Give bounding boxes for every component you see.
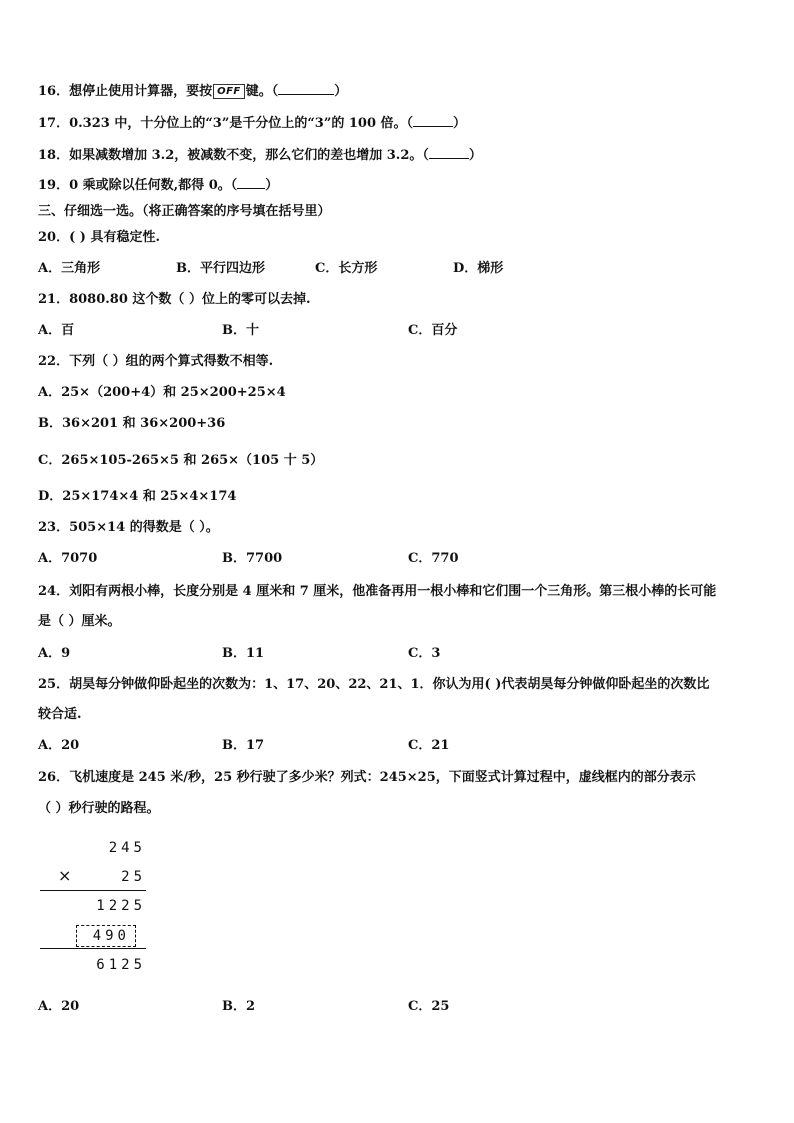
- question-23-stem: 23．505×14 的得数是（ ）。: [38, 520, 219, 535]
- question-26-stem-line2: （ ）秒行驶的路程。: [38, 801, 160, 816]
- q17-close: ）: [453, 116, 467, 131]
- q20-option-c[interactable]: C．长方形: [315, 261, 378, 276]
- question-21-stem: 21．8080.80 这个数（ ）位上的零可以去掉.: [38, 292, 311, 307]
- q26-option-c[interactable]: C．25: [408, 999, 450, 1014]
- q22-option-d[interactable]: D．25×174×4 和 25×4×174: [38, 489, 237, 504]
- question-18: [38, 146, 482, 165]
- q16-close: ）: [334, 84, 348, 99]
- question-19: [38, 176, 278, 195]
- q23-option-b[interactable]: B．7700: [222, 551, 283, 566]
- calc-multiplier: 25: [121, 869, 146, 885]
- q26-option-b[interactable]: B．2: [222, 999, 256, 1014]
- answer-blank-18[interactable]: [429, 146, 469, 159]
- q21-option-c[interactable]: C．百分: [408, 323, 458, 338]
- question-24-stem-line1: 24．刘阳有两根小棒，长度分别是 4 厘米和 7 厘米，他准备再用一根小棒和它们围一个三角形。第三根小棒的长可能: [38, 584, 717, 599]
- q25-option-b[interactable]: B．17: [222, 738, 265, 753]
- q22-option-b[interactable]: B．36×201 和 36×200+36: [38, 416, 226, 431]
- question-24-stem-line2: 是（ ）厘米。: [38, 614, 121, 629]
- q22-option-a[interactable]: A．25×（200+4）和 25×200+25×4: [38, 385, 286, 400]
- q21-option-a[interactable]: A．百: [38, 323, 75, 338]
- calc-result: 6125: [96, 957, 146, 973]
- answer-blank-17[interactable]: [413, 114, 453, 127]
- q25-option-a[interactable]: A．20: [38, 738, 80, 753]
- question-26-stem-line1: 26．飞机速度是 245 米/秒，25 秒行驶了多少米？列式：245×25，下面竖式计算过程中，虚线框内的部分表示: [38, 770, 696, 785]
- q24-option-a[interactable]: A．9: [38, 646, 71, 661]
- question-22-stem: 22．下列（ ）组的两个算式得数不相等.: [38, 354, 274, 369]
- question-17: [38, 114, 466, 133]
- calc-divider-line-2: [40, 948, 146, 949]
- q24-option-c[interactable]: C．3: [408, 646, 441, 661]
- q21-option-b[interactable]: B．十: [222, 323, 259, 338]
- multiply-sign-icon: ×: [58, 866, 72, 885]
- q19-close: ）: [265, 178, 279, 193]
- q20-option-d[interactable]: D．梯形: [453, 261, 504, 276]
- q19-text: 19．0 乘或除以任何数,都得 0。（: [38, 178, 238, 193]
- calc-divider-line-1: [40, 890, 146, 891]
- question-25-stem-line1: 25．胡昊每分钟做仰卧起坐的次数为：1、17、20、22、21、1．你认为用( )代表胡昊每分钟做仰卧起坐的次数比: [38, 677, 710, 692]
- q18-text: 18．如果减数增加 3.2，被减数不变，那么它们的差也增加 3.2。（: [38, 148, 429, 163]
- question-25-stem-line2: 较合适.: [38, 707, 82, 722]
- q20-option-a[interactable]: A．三角形: [38, 261, 101, 276]
- q25-option-c[interactable]: C．21: [408, 738, 450, 753]
- answer-blank-19[interactable]: [237, 176, 265, 189]
- q16-suffix: 键。（: [245, 84, 279, 99]
- q16-prefix: 16．想停止使用计算器，要按: [38, 84, 213, 99]
- q24-option-b[interactable]: B．11: [222, 646, 265, 661]
- off-key-icon: OFF: [213, 84, 245, 99]
- q18-close: ）: [468, 148, 482, 163]
- question-16: [38, 82, 347, 101]
- q23-option-c[interactable]: C．770: [408, 551, 459, 566]
- q23-option-a[interactable]: A．7070: [38, 551, 98, 566]
- q17-text: 17．0.323 中，十分位上的“3”是千分位上的“3”的 100 倍。（: [38, 116, 414, 131]
- calc-partial-product-1: 1225: [96, 898, 146, 914]
- calc-partial-product-2: 490: [92, 928, 130, 944]
- answer-blank-16[interactable]: [278, 82, 334, 95]
- q26-option-a[interactable]: A．20: [38, 999, 80, 1014]
- question-20-stem: 20．( ) 具有稳定性.: [38, 230, 160, 245]
- q20-option-b[interactable]: B．平行四边形: [176, 261, 265, 276]
- calc-multiplicand: 245: [108, 840, 146, 856]
- section-heading: 三、仔细选一选。（将正确答案的序号填在括号里）: [38, 204, 331, 219]
- q22-option-c[interactable]: C．265×105-265×5 和 265×（105 十 5）: [38, 453, 324, 468]
